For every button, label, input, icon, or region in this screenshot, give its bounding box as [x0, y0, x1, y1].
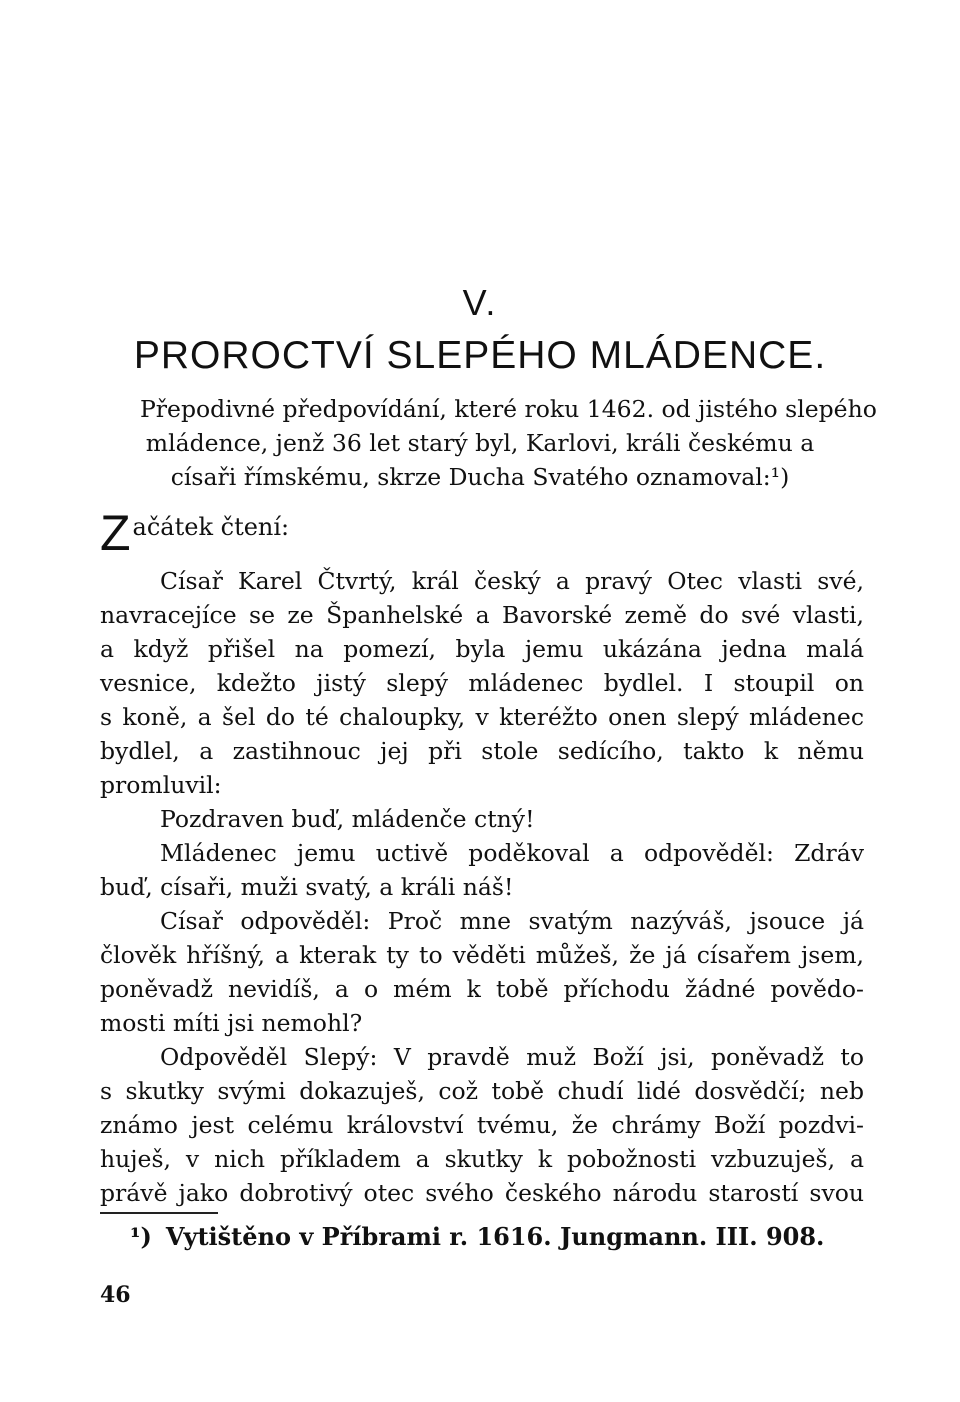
paragraph-line: známo jest celému království tvému, že chrámy Boží pozdvi- [100, 1111, 864, 1139]
paragraph-line: s skutky svými dokazuješ, což tobě chudí lidé dosvědčí; neb [100, 1077, 864, 1105]
footnote-marker: ¹) [130, 1222, 152, 1251]
paragraph-line: Císař odpověděl: Proč mne svatým nazýváš, jsouce já [160, 907, 864, 935]
paragraph-line: navracejíce se ze Španhelské a Bavorské země do své vlasti, [100, 601, 864, 629]
paragraph-line: poněvadž nevidíš, a o mém k tobě příchodu žádné povědo- [100, 975, 864, 1003]
paragraph-line: Mládenec jemu uctivě poděkoval a odpověděl: Zdráv [160, 839, 864, 867]
reading-heading [100, 505, 290, 561]
footnote-text: Vytištěno v Příbrami r. 1616. Jungmann. III. 908. [165, 1222, 825, 1251]
paragraph-line: člověk hříšný, a kterak ty to věděti můžeš, že já císařem jsem, [100, 941, 864, 969]
paragraph-line: s koně, a šel do té chaloupky, v kteréžto onen slepý mládenec [100, 703, 864, 731]
paragraph-line: buď, císaři, muži svatý, a králi náš! [100, 873, 514, 901]
footnote [130, 1220, 824, 1254]
paragraph-line: Císař Karel Čtvrtý, král český a pravý Otec vlasti své, [160, 567, 864, 595]
paragraph-line: bydlel, a zastihnouc jej při stole sedícího, takto k němu [100, 737, 864, 765]
drop-initial: Z [100, 505, 131, 561]
page-number: 46 [100, 1282, 131, 1308]
intro-line: Přepodivné předpovídání, které roku 1462. od jistého slepého [140, 395, 877, 423]
paragraph-line: Odpověděl Slepý: V pravdě muž Boží jsi, poněvadž to [160, 1043, 864, 1071]
paragraph-line: právě jako dobrotivý otec svého českého národu starostí svou [100, 1179, 864, 1207]
paragraph-line: a když přišel na pomezí, byla jemu ukázána jedna malá [100, 635, 864, 663]
footnote-rule [100, 1212, 218, 1214]
intro-line: císaři římskému, skrze Ducha Svatého oznamoval:¹) [170, 463, 790, 491]
paragraph-line: huješ, v nich příkladem a skutky k pobožnosti vzbuzuješ, a [100, 1145, 864, 1173]
reading-label: ačátek čtení: [132, 513, 290, 541]
chapter-number: V. [462, 282, 498, 323]
paragraph-line: promluvil: [100, 771, 222, 799]
paragraph-line: vesnice, kdežto jistý slepý mládenec bydlel. I stoupil on [100, 669, 864, 697]
paragraph-line: mosti míti jsi nemohl? [100, 1009, 363, 1037]
intro-line: mládence, jenž 36 let starý byl, Karlovi, králi českému a [145, 429, 815, 457]
chapter-title: PROROCTVÍ SLEPÉHO MLÁDENCE. [133, 334, 827, 377]
paragraph-line: Pozdraven buď, mládenče ctný! [160, 805, 535, 833]
